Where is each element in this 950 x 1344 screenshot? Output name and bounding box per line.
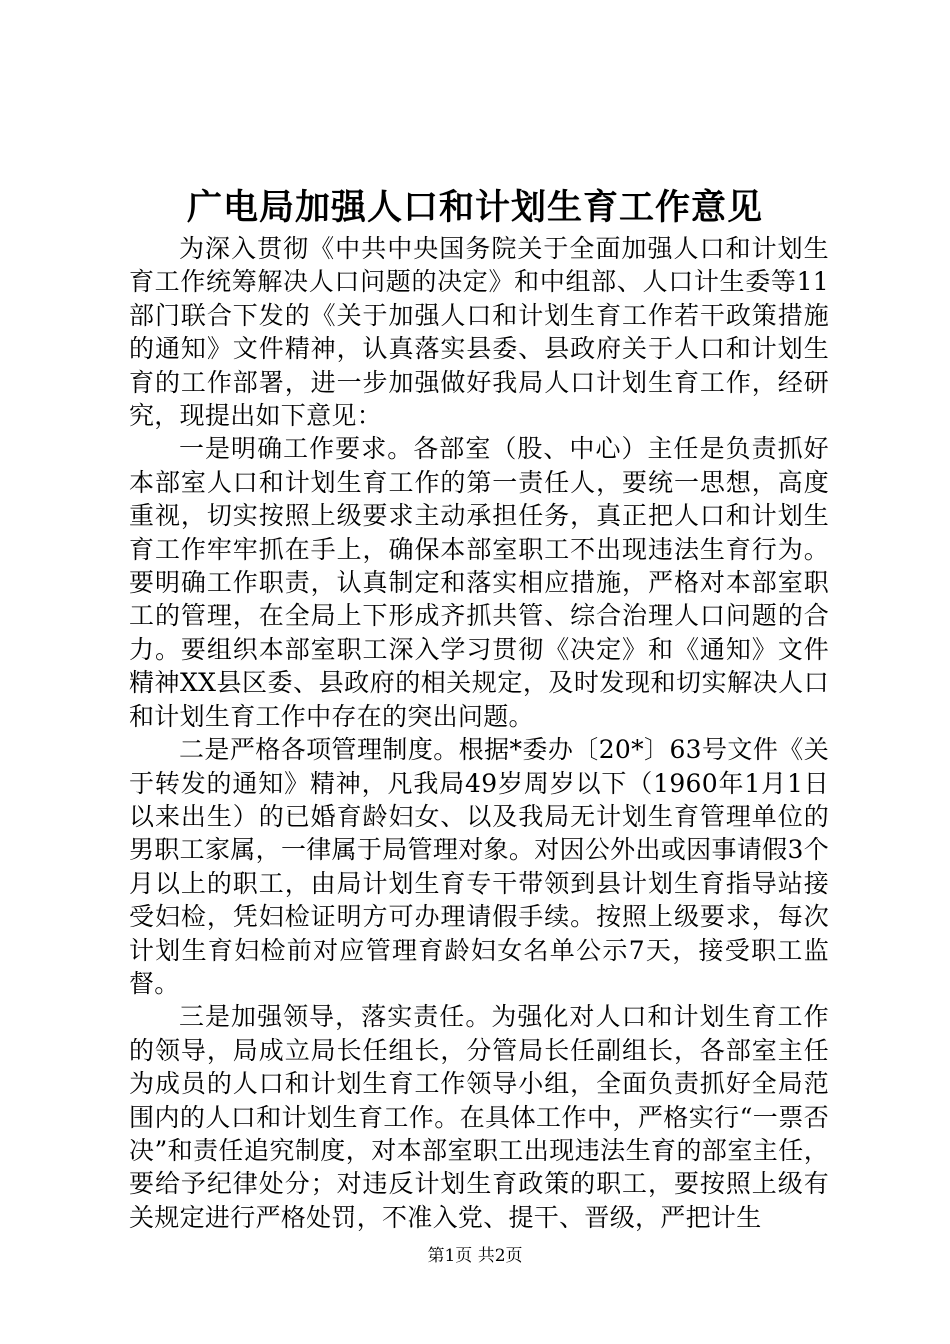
document-title: 广电局加强人口和计划生育工作意见 (186, 187, 763, 228)
paragraph-management: 二是严格各项管理制度。根据*委办〔20*〕63号文件《关于转发的通知》精神，凡我局49岁周岁以下（1960年1月1日以来出生）的已婚育龄妇女、以及我局无计划生育管理单位的男职工家属，一律属于局管理对象。对因公外出或因事请假3个月以上的职工，由局计划生育专干带领到县计划生育指导站接受妇检，凭妇检证明方可办理请假手续。按照上级要求，每次计划生育妇检前对应管理育龄妇女名单公示7天，接受职工监督。 (129, 735, 829, 998)
paragraph-leadership: 三是加强领导，落实责任。为强化对人口和计划生育工作的领导，局成立局长任组长，分管局长任副组长，各部室主任为成员的人口和计划生育工作领导小组，全面负责抓好全局范围内的人口和计划生育工作。在具体工作中，严格实行“一票否决”和责任追究制度，对本部室职工出现违法生育的部室主任，要给予纪律处分；对违反计划生育政策的职工，要按照上级有关规定进行严格处罚，不准入党、提干、晋级，严把计生 (129, 1002, 829, 1232)
paragraph-requirements: 一是明确工作要求。各部室（股、中心）主任是负责抓好本部室人口和计划生育工作的第一责任人，要统一思想，高度重视，切实按照上级要求主动承担任务，真正把人口和计划生育工作牢牢抓在手上，确保本部室职工不出现违法生育行为。要明确工作职责，认真制定和落实相应措施，严格对本部室职工的管理，在全局上下形成齐抓共管、综合治理人口问题的合力。要组织本部室职工深入学习贯彻《决定》和《通知》文件精神XX县区委、县政府的相关规定，及时发现和切实解决人口和计划生育工作中存在的突出问题。 (129, 434, 829, 731)
page-footer: 第1页 共2页 (427, 1246, 523, 1266)
document-body (129, 232, 829, 1234)
paragraph-intro: 为深入贯彻《中共中央国务院关于全面加强人口和计划生育工作统筹解决人口问题的决定》和中组部、人口计生委等11部门联合下发的《关于加强人口和计划生育工作若干政策措施的通知》文件精神，认真落实县委、县政府关于人口和计划生育的工作部署，进一步加强做好我局人口计划生育工作，经研究，现提出如下意见： (129, 234, 829, 431)
